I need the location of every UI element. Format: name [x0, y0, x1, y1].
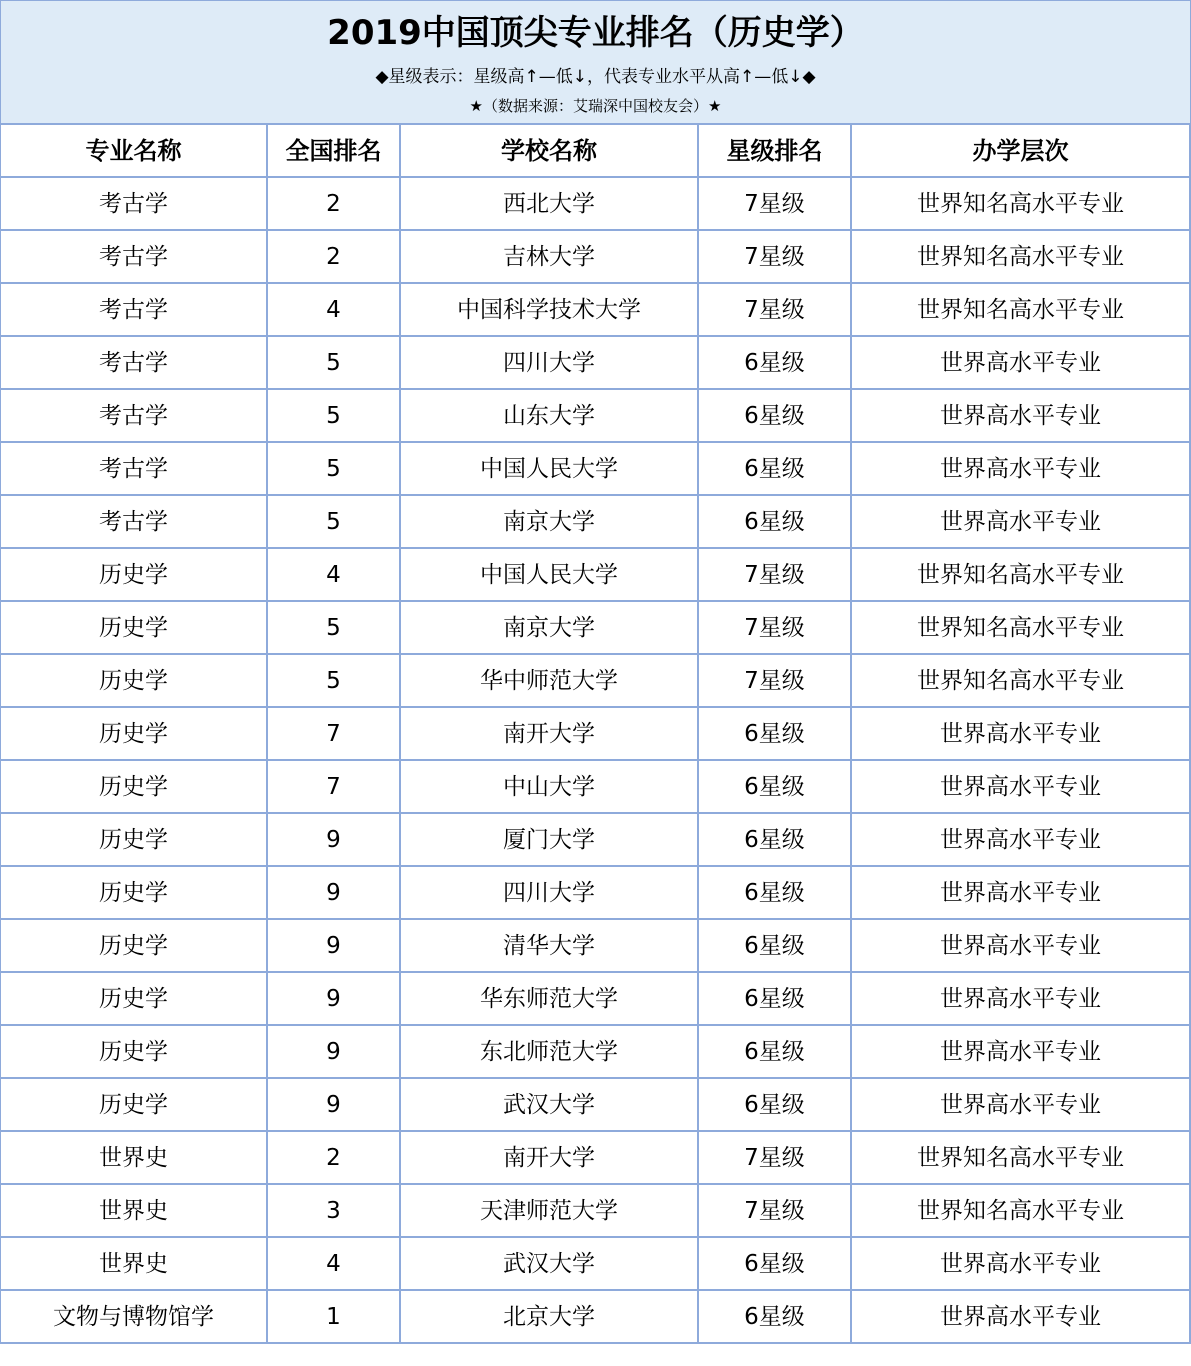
- star-rank-cell: 6星级: [699, 337, 852, 390]
- level-cell: 世界高水平专业: [852, 390, 1191, 443]
- national-rank-cell: 9: [268, 1026, 401, 1079]
- level-cell: 世界知名高水平专业: [852, 178, 1191, 231]
- national-rank-cell: 2: [268, 1132, 401, 1185]
- star-rank-cell: 6星级: [699, 973, 852, 1026]
- national-rank-cell: 5: [268, 496, 401, 549]
- major-cell: 世界史: [0, 1238, 268, 1291]
- level-cell: 世界知名高水平专业: [852, 549, 1191, 602]
- level-cell: 世界高水平专业: [852, 1238, 1191, 1291]
- table-row: [0, 390, 1191, 443]
- star-rank-cell: 6星级: [699, 708, 852, 761]
- table-body: [0, 178, 1191, 1344]
- school-name-cell: 清华大学: [401, 920, 699, 973]
- header-row: [0, 123, 1191, 178]
- star-rank-cell: 7星级: [699, 655, 852, 708]
- table-row: [0, 973, 1191, 1026]
- school-name-cell: 四川大学: [401, 337, 699, 390]
- school-name-cell: 华东师范大学: [401, 973, 699, 1026]
- national-rank-cell: 5: [268, 602, 401, 655]
- major-cell: 历史学: [0, 761, 268, 814]
- star-rank-cell: 7星级: [699, 1132, 852, 1185]
- school-name-cell: 南开大学: [401, 708, 699, 761]
- major-cell: 世界史: [0, 1185, 268, 1238]
- table-row: [0, 814, 1191, 867]
- school-name-cell: 吉林大学: [401, 231, 699, 284]
- school-name-cell: 北京大学: [401, 1291, 699, 1344]
- school-name-cell: 武汉大学: [401, 1238, 699, 1291]
- star-rank-cell: 7星级: [699, 178, 852, 231]
- national-rank-cell: 9: [268, 867, 401, 920]
- school-name-cell: 天津师范大学: [401, 1185, 699, 1238]
- national-rank-cell: 1: [268, 1291, 401, 1344]
- major-cell: 考古学: [0, 337, 268, 390]
- national-rank-cell: 4: [268, 284, 401, 337]
- level-cell: 世界知名高水平专业: [852, 231, 1191, 284]
- major-cell: 历史学: [0, 814, 268, 867]
- major-cell: 历史学: [0, 602, 268, 655]
- star-rank-cell: 6星级: [699, 1026, 852, 1079]
- national-rank-cell: 9: [268, 1079, 401, 1132]
- level-cell: 世界高水平专业: [852, 761, 1191, 814]
- page-title: 2019中国顶尖专业排名（历史学）: [327, 13, 864, 53]
- column-header-star-rank: 星级排名: [699, 123, 852, 178]
- star-rank-cell: 7星级: [699, 284, 852, 337]
- national-rank-cell: 3: [268, 1185, 401, 1238]
- star-level-note: ◆星级表示：星级高↑—低↓，代表专业水平从高↑—低↓◆: [375, 67, 816, 87]
- table-row: [0, 496, 1191, 549]
- school-name-cell: 中国人民大学: [401, 549, 699, 602]
- table-row: [0, 1132, 1191, 1185]
- table-row: [0, 1185, 1191, 1238]
- school-name-cell: 南京大学: [401, 602, 699, 655]
- table-row: [0, 1026, 1191, 1079]
- major-cell: 历史学: [0, 973, 268, 1026]
- table-row: [0, 284, 1191, 337]
- table-row: [0, 549, 1191, 602]
- major-cell: 历史学: [0, 1026, 268, 1079]
- school-name-cell: 武汉大学: [401, 1079, 699, 1132]
- major-cell: 历史学: [0, 920, 268, 973]
- major-cell: 文物与博物馆学: [0, 1291, 268, 1344]
- table-row: [0, 655, 1191, 708]
- level-cell: 世界知名高水平专业: [852, 1132, 1191, 1185]
- star-rank-cell: 6星级: [699, 390, 852, 443]
- star-rank-cell: 6星级: [699, 814, 852, 867]
- table-row: [0, 867, 1191, 920]
- national-rank-cell: 7: [268, 708, 401, 761]
- star-rank-cell: 6星级: [699, 1238, 852, 1291]
- star-rank-cell: 6星级: [699, 920, 852, 973]
- level-cell: 世界高水平专业: [852, 443, 1191, 496]
- table-row: [0, 443, 1191, 496]
- national-rank-cell: 5: [268, 390, 401, 443]
- major-cell: 考古学: [0, 496, 268, 549]
- star-rank-cell: 6星级: [699, 1079, 852, 1132]
- table-row: [0, 920, 1191, 973]
- national-rank-cell: 5: [268, 337, 401, 390]
- major-cell: 历史学: [0, 655, 268, 708]
- level-cell: 世界知名高水平专业: [852, 602, 1191, 655]
- major-cell: 考古学: [0, 178, 268, 231]
- level-cell: 世界高水平专业: [852, 1291, 1191, 1344]
- table-header-banner: [0, 0, 1191, 124]
- school-name-cell: 西北大学: [401, 178, 699, 231]
- star-rank-cell: 6星级: [699, 443, 852, 496]
- star-rank-cell: 6星级: [699, 496, 852, 549]
- major-cell: 世界史: [0, 1132, 268, 1185]
- star-rank-cell: 6星级: [699, 867, 852, 920]
- table-row: [0, 1238, 1191, 1291]
- star-rank-cell: 6星级: [699, 1291, 852, 1344]
- column-header-school: 学校名称: [401, 123, 699, 178]
- national-rank-cell: 2: [268, 178, 401, 231]
- level-cell: 世界高水平专业: [852, 973, 1191, 1026]
- column-header-major: 专业名称: [0, 123, 268, 178]
- national-rank-cell: 9: [268, 973, 401, 1026]
- level-cell: 世界高水平专业: [852, 920, 1191, 973]
- column-header-level: 办学层次: [852, 123, 1191, 178]
- major-cell: 考古学: [0, 443, 268, 496]
- level-cell: 世界高水平专业: [852, 814, 1191, 867]
- national-rank-cell: 7: [268, 761, 401, 814]
- school-name-cell: 中国科学技术大学: [401, 284, 699, 337]
- school-name-cell: 南京大学: [401, 496, 699, 549]
- level-cell: 世界高水平专业: [852, 708, 1191, 761]
- table-row: [0, 178, 1191, 231]
- level-cell: 世界知名高水平专业: [852, 284, 1191, 337]
- table-row: [0, 761, 1191, 814]
- level-cell: 世界高水平专业: [852, 867, 1191, 920]
- national-rank-cell: 5: [268, 655, 401, 708]
- national-rank-cell: 9: [268, 814, 401, 867]
- school-name-cell: 四川大学: [401, 867, 699, 920]
- school-name-cell: 中国人民大学: [401, 443, 699, 496]
- data-source-note: ★（数据来源：艾瑞深中国校友会）★: [469, 97, 722, 115]
- major-cell: 考古学: [0, 231, 268, 284]
- level-cell: 世界知名高水平专业: [852, 655, 1191, 708]
- table-row: [0, 1291, 1191, 1344]
- national-rank-cell: 5: [268, 443, 401, 496]
- school-name-cell: 华中师范大学: [401, 655, 699, 708]
- national-rank-cell: 4: [268, 549, 401, 602]
- table-row: [0, 231, 1191, 284]
- star-rank-cell: 7星级: [699, 549, 852, 602]
- major-cell: 考古学: [0, 390, 268, 443]
- school-name-cell: 东北师范大学: [401, 1026, 699, 1079]
- major-cell: 历史学: [0, 549, 268, 602]
- major-cell: 历史学: [0, 1079, 268, 1132]
- star-rank-cell: 7星级: [699, 602, 852, 655]
- star-rank-cell: 6星级: [699, 761, 852, 814]
- national-rank-cell: 9: [268, 920, 401, 973]
- column-header-national-rank: 全国排名: [268, 123, 401, 178]
- table-row: [0, 708, 1191, 761]
- star-rank-cell: 7星级: [699, 231, 852, 284]
- level-cell: 世界高水平专业: [852, 337, 1191, 390]
- table-row: [0, 602, 1191, 655]
- major-cell: 考古学: [0, 284, 268, 337]
- major-cell: 历史学: [0, 708, 268, 761]
- level-cell: 世界知名高水平专业: [852, 1185, 1191, 1238]
- national-rank-cell: 4: [268, 1238, 401, 1291]
- level-cell: 世界高水平专业: [852, 1079, 1191, 1132]
- table-row: [0, 337, 1191, 390]
- national-rank-cell: 2: [268, 231, 401, 284]
- major-cell: 历史学: [0, 867, 268, 920]
- table-row: [0, 1079, 1191, 1132]
- ranking-table: [0, 123, 1191, 1344]
- level-cell: 世界高水平专业: [852, 496, 1191, 549]
- school-name-cell: 南开大学: [401, 1132, 699, 1185]
- level-cell: 世界高水平专业: [852, 1026, 1191, 1079]
- school-name-cell: 中山大学: [401, 761, 699, 814]
- school-name-cell: 厦门大学: [401, 814, 699, 867]
- school-name-cell: 山东大学: [401, 390, 699, 443]
- star-rank-cell: 7星级: [699, 1185, 852, 1238]
